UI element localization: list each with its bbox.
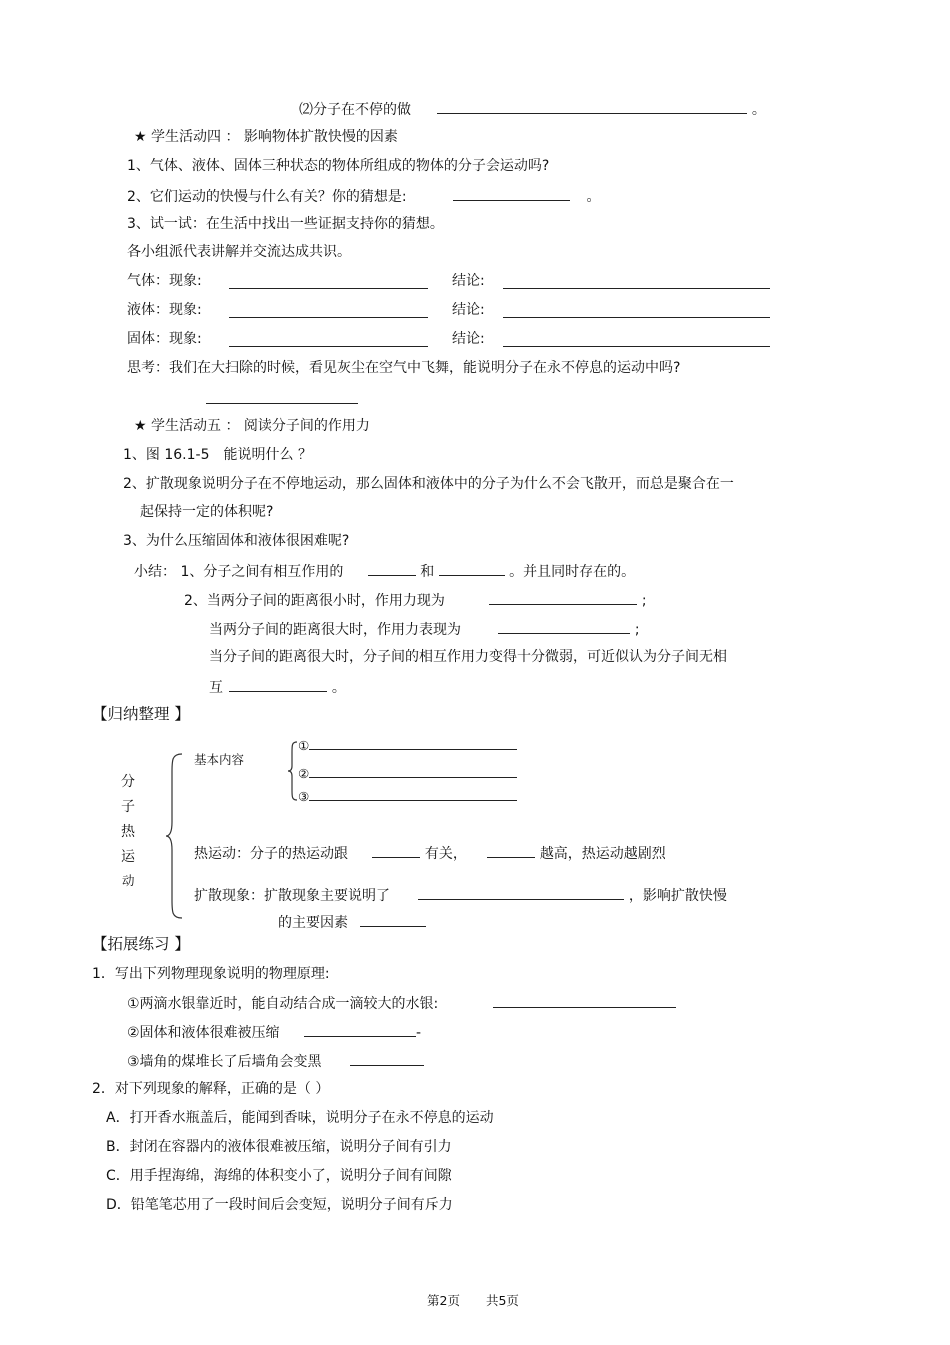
gas-conclusion-blank[interactable] [503,274,770,289]
blank-line[interactable] [498,619,630,634]
diffusion-factor-line [278,912,426,932]
gas-row [127,272,202,290]
diffusion-text: 扩散现象：扩散现象主要说明了 [194,888,390,904]
blank-line[interactable] [453,186,570,201]
heat-motion-text: 热运动：分子的热运动跟 [194,846,348,862]
dash: - [416,1025,422,1041]
liquid-conclusion-blank[interactable] [503,303,770,318]
option-d[interactable]: D．铅笔笔芯用了一段时间后会变短，说明分子间有斥力 [106,1197,453,1213]
diffusion-factor-text: 的主要因素 [278,915,348,931]
blank-line[interactable] [368,561,416,576]
summary-3-text: 当两分子间的距离很大时，作用力表现为 [209,622,461,638]
content-item-1 [298,737,517,755]
content-item-3 [298,788,517,806]
gas-phenomenon-blank[interactable] [229,274,428,289]
liquid-label: 液体：现象: [127,302,202,318]
vertical-char-5: 动 [122,873,135,888]
liquid-phenomenon-blank[interactable] [229,303,428,318]
exercise-p1c [127,1051,424,1071]
vertical-char-4: 运 [121,849,135,865]
liquid-conclusion-label: 结论: [452,302,485,318]
item-2-marker: ② [298,766,310,781]
blank-line[interactable] [437,99,747,114]
period: 。 [751,102,766,118]
summary-2 [184,590,647,610]
period: 。 [331,680,346,696]
summary-2-text: 2、当两分子间的距离很小时，作用力现为 [184,593,445,609]
top-line-2-text: ⑵分子在不停的做 [299,102,411,118]
blank-line[interactable] [487,843,535,858]
summary-1-end: 。并且同时存在的。 [509,564,636,580]
option-b[interactable]: B．封闭在容器内的液体很难被压缩，说明分子间有引力 [106,1139,452,1155]
liquid-row [127,301,202,319]
solid-conclusion-label: 结论: [452,331,485,347]
exercise-p1b-text: ②固体和液体很难被压缩 [127,1025,280,1041]
big-brace-icon [164,752,186,920]
blank-line[interactable] [309,738,517,750]
blank-line[interactable] [489,590,637,605]
vertical-char-1: 分 [121,774,135,790]
activity5-q1: 1、图 16.1-5 能说明什么 ？ [123,447,312,463]
blank-line[interactable] [418,885,624,900]
activity5-q2a: 2、扩散现象说明分子在不停地运动，那么固体和液体中的分子为什么不会飞散开，而总是聚合在一 [123,476,734,492]
page-number: 第2页 [427,1293,460,1308]
solid-phenomenon-blank[interactable] [229,332,428,347]
blank-line[interactable] [229,677,327,692]
content-item-2 [298,765,517,783]
blank-line[interactable] [493,993,676,1008]
heat-related-text: 有关， [424,846,467,862]
item-3-marker: ③ [298,789,310,804]
summary-5-text: 互 [209,680,223,696]
activity4-q2-text: 2、它们运动的快慢与什么有关？你的猜想是: [127,189,407,205]
activity5-title: ★ 学生活动五 ： 阅读分子间的作用力 [134,418,370,434]
solid-conclusion-blank[interactable] [503,332,770,347]
blank-line[interactable] [372,843,420,858]
activity4-title: ★ 学生活动四 ： 影响物体扩散快慢的因素 [134,129,398,145]
gas-conclusion-label: 结论: [452,273,485,289]
blank-line[interactable] [360,912,426,927]
activity4-q1: 1、气体、液体、固体三种状态的物体所组成的物体的分子会运动吗? [127,158,550,174]
summary-4: 当分子间的距离很大时，分子间的相互作用力变得十分微弱，可近似认为分子间无相 [209,649,727,665]
period: 。 [586,189,601,205]
item-1-marker: ① [298,738,310,753]
diffusion-speed-text: ，影响扩散快慢 [628,888,727,904]
exercise-p1c-text: ③墙角的煤堆长了后墙角会变黑 [127,1054,322,1070]
blank-line[interactable] [309,766,517,778]
exercise-p1a-text: ①两滴水银靠近时，能自动结合成一滴较大的水银: [127,996,439,1012]
summary-1-and: 和 [420,564,435,580]
induction-heading: 【归纳整理 】 [92,705,190,723]
semicolon: ; [641,593,647,609]
gas-label: 气体：现象: [127,273,202,289]
basic-content-label: 基本内容 [194,752,245,767]
diffusion-line [194,885,727,905]
option-c[interactable]: C．用手捏海绵，海绵的体积变小了，说明分子间有间隙 [106,1168,452,1184]
option-a[interactable]: A．打开香水瓶盖后，能闻到香味，说明分子在永不停息的运动 [106,1110,494,1126]
heat-motion-line [194,843,666,863]
think-answer-blank[interactable] [206,389,358,404]
activity4-think: 思考：我们在大扫除的时候，看见灰尘在空气中飞舞，能说明分子在永不停息的运动中吗? [127,360,681,376]
activity5-q2b: 起保持一定的体积呢? [140,504,274,520]
blank-line[interactable] [304,1022,416,1037]
solid-label: 固体：现象: [127,331,202,347]
semicolon: ; [634,622,640,638]
exercise-p1b [127,1022,421,1042]
exercise-p1a [127,993,676,1013]
exercise-p1: 1．写出下列物理现象说明的物理原理: [92,966,330,982]
summary-3 [209,619,640,639]
activity4-q3: 3、试一试：在生活中找出一些证据支持你的猜想。 [127,216,444,232]
summary-5 [209,677,346,697]
blank-line[interactable] [309,789,517,801]
vertical-char-3: 热 [121,824,135,840]
top-line-2 [299,99,766,119]
blank-line[interactable] [350,1051,424,1066]
blank-line[interactable] [439,561,505,576]
activity5-q3: 3、为什么压缩固体和液体很困难呢? [123,533,350,549]
page-footer [427,1292,519,1310]
activity4-q2 [127,186,601,206]
activity4-note: 各小组派代表讲解并交流达成共识。 [127,244,351,260]
exercise-p2: 2．对下列现象的解释，正确的是（ ） [92,1081,330,1097]
vertical-char-2: 子 [121,799,135,815]
page-total: 共5页 [485,1293,519,1308]
solid-row [127,330,202,348]
summary-1-text: 小结： 1、分子之间有相互作用的 [134,564,344,580]
heat-higher-text: 越高，热运动越剧烈 [539,846,666,862]
summary-1 [134,561,635,581]
exercise-heading: 【拓展练习 】 [92,935,190,953]
